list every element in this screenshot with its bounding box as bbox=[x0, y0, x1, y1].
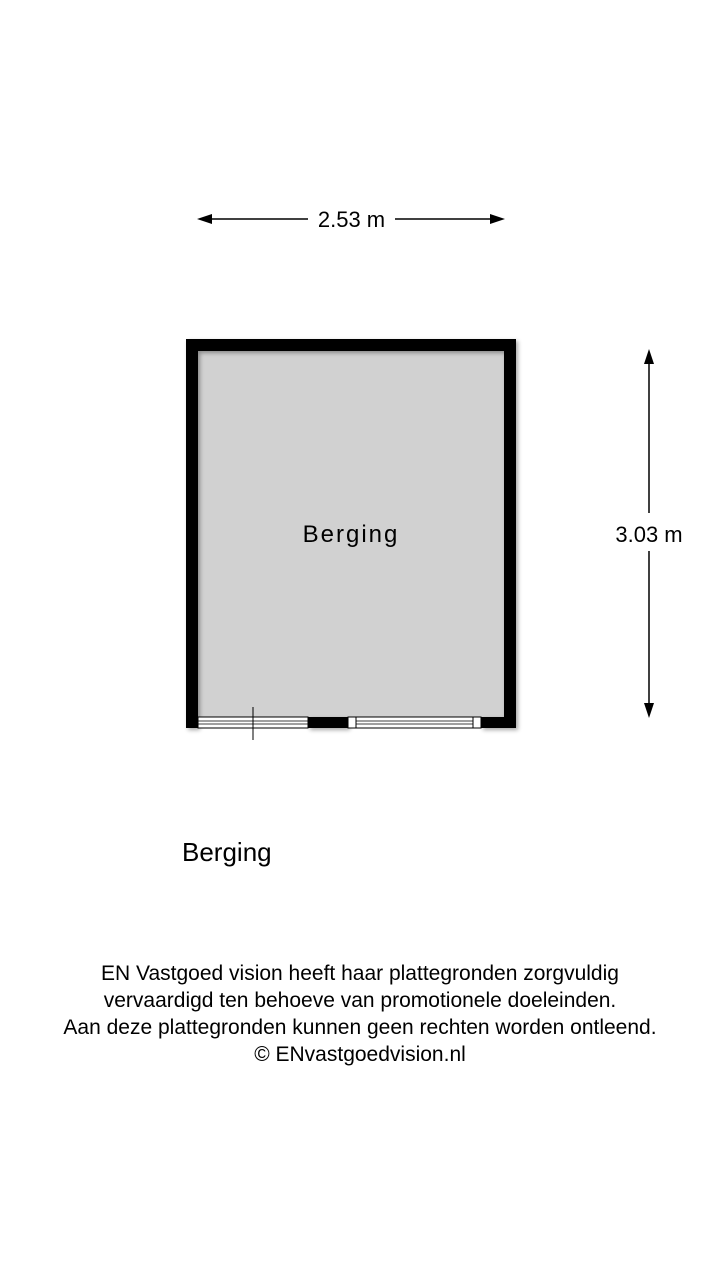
width-arrow-left-icon bbox=[197, 214, 212, 224]
disclaimer-line-2: vervaardigd ten behoeve van promotionele doeleinden. bbox=[103, 989, 617, 1012]
window-right bbox=[348, 717, 481, 728]
room-label: Berging bbox=[302, 521, 400, 548]
wall-bottom-middle bbox=[308, 717, 348, 728]
width-arrow-right-icon bbox=[490, 214, 505, 224]
depth-dimension-label: 3.03 m bbox=[615, 522, 683, 547]
width-dimension-label: 2.53 m bbox=[317, 207, 386, 232]
disclaimer bbox=[0, 960, 720, 1068]
wall-left bbox=[186, 339, 198, 728]
disclaimer-line-4: © ENvastgoedvision.nl bbox=[254, 1043, 466, 1066]
disclaimer-line-3: Aan deze plattegronden kunnen geen rechten worden ontleend. bbox=[63, 1016, 657, 1039]
depth-arrow-bottom-icon bbox=[644, 703, 654, 718]
room-berging bbox=[186, 339, 516, 740]
depth-dimension bbox=[615, 349, 682, 718]
wall-top bbox=[186, 339, 516, 351]
floor-title: Berging bbox=[182, 837, 272, 867]
depth-arrow-top-icon bbox=[644, 349, 654, 364]
wall-right bbox=[504, 339, 516, 728]
width-dimension bbox=[197, 207, 505, 232]
disclaimer-line-1: EN Vastgoed vision heeft haar plattegronden zorgvuldig bbox=[101, 962, 619, 985]
wall-bottom-right bbox=[481, 717, 516, 728]
